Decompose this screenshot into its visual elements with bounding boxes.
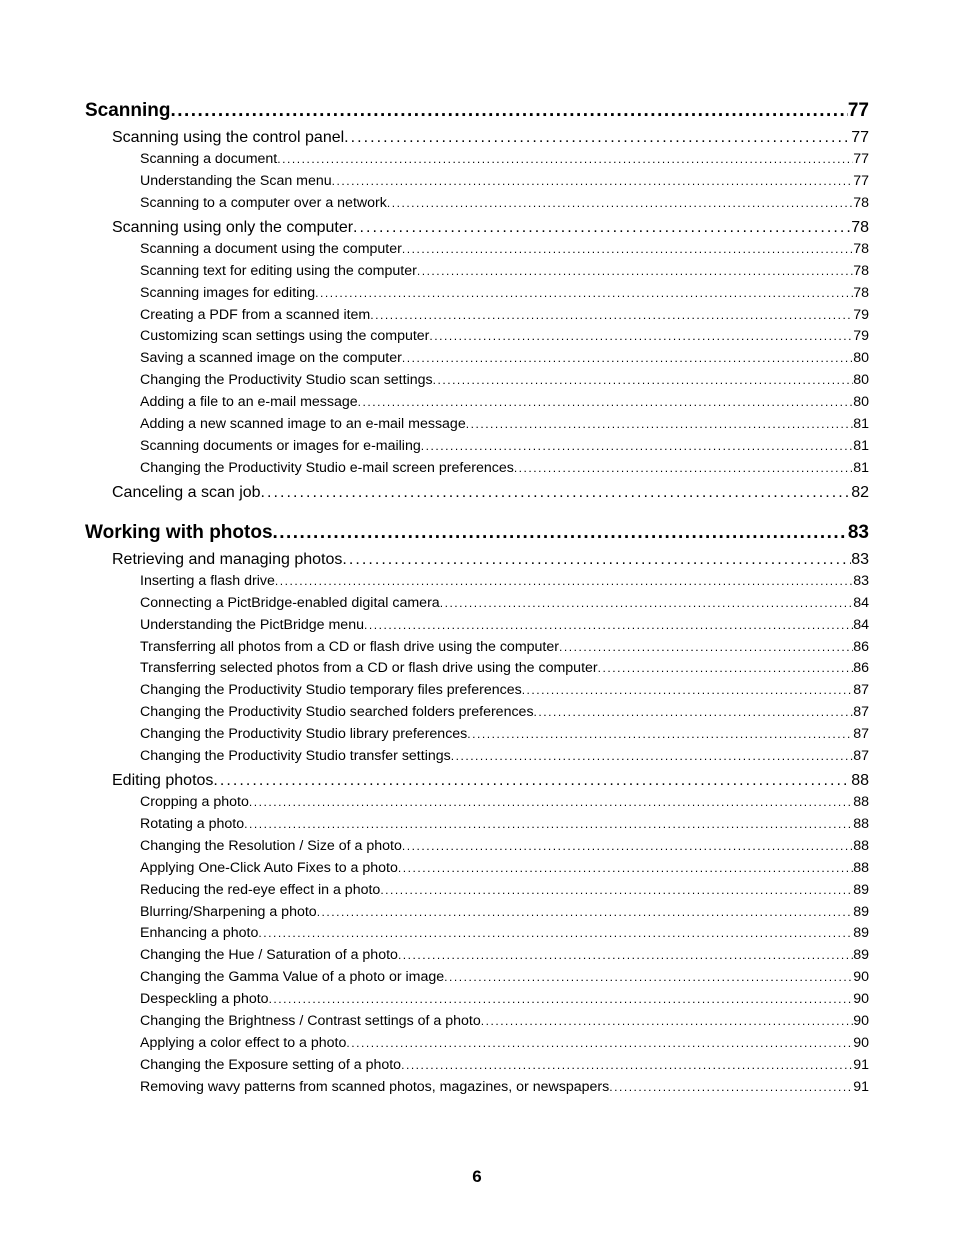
toc-entry-title: Transferring selected photos from a CD or flash drive using the computer [140, 660, 598, 677]
toc-entry-page: 78 [853, 284, 869, 301]
toc-subsection-entry[interactable] [140, 991, 869, 1009]
toc-entry-page: 87 [853, 704, 869, 721]
toc-entry-page: 78 [853, 262, 869, 279]
toc-entry-title: Applying One-Click Auto Fixes to a photo [140, 859, 398, 876]
toc-subsection-entry[interactable] [140, 904, 869, 922]
toc-entry-title: Adding a new scanned image to an e-mail message [140, 416, 466, 432]
dot-leader [273, 523, 848, 542]
dot-leader [344, 130, 851, 146]
toc-entry-page: 90 [853, 1034, 869, 1051]
toc-entry-title: Scanning text for editing using the computer [140, 262, 417, 279]
toc-section-entry[interactable] [112, 484, 869, 504]
dot-leader [440, 596, 854, 610]
toc-subsection-entry[interactable] [140, 617, 869, 635]
dot-leader [261, 485, 852, 501]
dot-leader [402, 839, 853, 853]
toc-entry-title: Scanning a document using the computer [140, 240, 402, 257]
toc-subsection-entry[interactable] [140, 639, 869, 657]
dot-leader [380, 883, 853, 897]
toc-subsection-entry[interactable] [140, 416, 869, 434]
toc-entry-page: 90 [853, 1013, 869, 1029]
toc-entry-title: Scanning to a computer over a network [140, 194, 387, 211]
dot-leader [275, 574, 853, 588]
toc-subsection-entry[interactable] [140, 573, 869, 591]
toc-entry-page: 79 [853, 306, 869, 323]
toc-entry-page: 77 [853, 151, 869, 167]
toc-entry-page: 89 [853, 925, 869, 942]
toc-subsection-entry[interactable] [140, 307, 869, 325]
toc-chapter-entry[interactable] [85, 100, 869, 124]
toc-subsection-entry[interactable] [140, 704, 869, 722]
toc-entry-page: 81 [853, 437, 869, 454]
dot-leader [417, 264, 853, 278]
toc-entry-page: 89 [853, 947, 869, 964]
toc-entry-title: Reducing the red-eye effect in a photo [140, 881, 381, 898]
toc-entry-title: Changing the Productivity Studio library preferences [140, 726, 468, 743]
toc-entry-page: 89 [853, 903, 869, 920]
toc-entry-page: 88 [851, 772, 869, 789]
dot-leader [514, 461, 853, 475]
dot-leader [364, 618, 853, 632]
dot-leader [244, 817, 853, 831]
toc-entry-title: Changing the Productivity Studio searched folders preferences [140, 704, 534, 721]
toc-chapter-entry[interactable] [85, 522, 869, 546]
dot-leader [171, 101, 848, 120]
dot-leader [451, 749, 854, 763]
toc-entry-page: 83 [853, 572, 869, 589]
toc-subsection-entry[interactable] [140, 816, 869, 834]
toc-entry-title: Changing the Productivity Studio temporary files preferences [140, 682, 522, 699]
toc-entry-page: 84 [853, 594, 869, 611]
toc-entry-page: 80 [853, 394, 869, 411]
toc-entry-title: Changing the Brightness / Contrast settings of a photo [140, 1013, 481, 1029]
dot-leader [342, 552, 851, 568]
dot-leader [358, 395, 854, 409]
toc-entry-page: 77 [853, 172, 869, 189]
toc-entry-page: 78 [851, 218, 869, 236]
toc-subsection-entry[interactable] [140, 1057, 869, 1075]
toc-entry-page: 87 [853, 726, 869, 743]
toc-entry-page: 78 [853, 194, 869, 211]
toc-entry-title: Changing the Exposure setting of a photo [140, 1056, 402, 1073]
toc-entry-title: Blurring/Sharpening a photo [140, 903, 317, 920]
dot-leader [213, 773, 851, 789]
toc-subsection-entry[interactable] [140, 438, 869, 456]
toc-entry-title: Scanning [85, 100, 171, 121]
toc-entry-title: Editing photos [112, 772, 214, 789]
toc-subsection-entry[interactable] [140, 460, 869, 478]
toc-entry-page: 78 [853, 240, 869, 257]
dot-leader [332, 174, 854, 188]
dot-leader [269, 992, 854, 1006]
toc-entry-title: Despeckling a photo [140, 991, 269, 1008]
dot-leader [402, 351, 853, 365]
toc-entry-title: Understanding the PictBridge menu [140, 616, 364, 633]
dot-leader [387, 196, 853, 210]
dot-leader [522, 683, 854, 697]
toc-subsection-entry[interactable] [140, 794, 869, 812]
toc-entry-page: 91 [853, 1056, 869, 1073]
toc-section-entry[interactable] [112, 772, 869, 792]
toc-entry-title: Applying a color effect to a photo [140, 1034, 347, 1051]
toc-subsection-entry[interactable] [140, 882, 869, 900]
toc-subsection-entry[interactable] [140, 350, 869, 368]
dot-leader [353, 220, 851, 236]
toc-entry-page: 90 [853, 991, 869, 1008]
toc-entry-page: 77 [851, 129, 869, 146]
toc-entry-title: Scanning using only the computer [112, 218, 354, 236]
toc-entry-title: Scanning a document [140, 151, 278, 167]
dot-leader [433, 373, 854, 387]
dot-leader [421, 439, 853, 453]
toc-entry-title: Transferring all photos from a CD or flash drive using the computer [140, 638, 559, 655]
toc-entry-page: 86 [853, 638, 869, 655]
toc-subsection-entry[interactable] [140, 682, 869, 700]
toc-entry-page: 81 [853, 459, 869, 476]
toc-subsection-entry[interactable] [140, 947, 869, 965]
toc-subsection-entry[interactable] [140, 1079, 869, 1097]
toc-entry-title: Scanning images for editing [140, 284, 316, 301]
toc-subsection-entry[interactable] [140, 925, 869, 943]
dot-leader [315, 286, 853, 300]
toc-entry-title: Scanning documents or images for e-mailing [140, 437, 421, 454]
toc-subsection-entry[interactable] [140, 860, 869, 878]
dot-leader [277, 152, 853, 166]
dot-leader [317, 905, 854, 919]
toc-entry-page: 84 [853, 616, 869, 633]
toc-entry-title: Changing the Hue / Saturation of a photo [140, 947, 398, 964]
toc-subsection-entry[interactable] [140, 660, 869, 678]
toc-entry-page: 80 [853, 372, 869, 389]
toc-entry-title: Removing wavy patterns from scanned photos, magazines, or newspapers [140, 1078, 610, 1095]
toc-subsection-entry[interactable] [140, 726, 869, 744]
toc-subsection-entry[interactable] [140, 838, 869, 856]
dot-leader [609, 1080, 853, 1094]
toc-entry-title: Understanding the Scan menu [140, 172, 332, 189]
toc-subsection-entry[interactable] [140, 748, 869, 766]
toc-entry-page: 79 [853, 328, 869, 345]
dot-leader [401, 1058, 853, 1072]
toc-entry-title: Changing the Productivity Studio transfer settings [140, 748, 451, 764]
dot-leader [466, 417, 854, 431]
dot-leader [467, 727, 853, 741]
dot-leader [398, 948, 853, 962]
toc-entry-title: Changing the Resolution / Size of a photo [140, 837, 402, 854]
toc-subsection-entry[interactable] [140, 241, 869, 259]
toc-subsection-entry[interactable] [140, 595, 869, 613]
toc-section-entry[interactable] [112, 551, 869, 571]
toc-subsection-entry[interactable] [140, 372, 869, 390]
toc-entry-title: Saving a scanned image on the computer [140, 350, 402, 367]
dot-leader [398, 861, 853, 875]
dot-leader [534, 705, 854, 719]
toc-section-entry[interactable] [112, 129, 869, 149]
toc-entry-page: 87 [853, 748, 869, 764]
toc-entry-title: Inserting a flash drive [140, 572, 275, 589]
toc-entry-page: 86 [853, 660, 869, 677]
toc-entry-page: 88 [853, 859, 869, 876]
dot-leader [346, 1036, 853, 1050]
toc-subsection-entry[interactable] [140, 173, 869, 191]
dot-leader [481, 1014, 854, 1028]
toc-entry-page: 83 [851, 550, 869, 568]
dot-leader [258, 926, 853, 940]
toc-entry-title: Rotating a photo [140, 815, 245, 832]
toc-entry-page: 89 [853, 881, 869, 898]
toc-subsection-entry[interactable] [140, 394, 869, 412]
dot-leader [444, 970, 853, 984]
toc-entry-page: 88 [853, 815, 869, 832]
toc-entry-title: Customizing scan settings using the computer [140, 328, 430, 345]
toc-subsection-entry[interactable] [140, 1035, 869, 1053]
toc-entry-page: 83 [847, 521, 869, 543]
toc-entry-page: 87 [853, 682, 869, 699]
toc-entry-title: Canceling a scan job [112, 483, 261, 501]
dot-leader [370, 308, 853, 322]
toc-entry-title: Changing the Gamma Value of a photo or image [140, 969, 445, 986]
toc-entry-page: 90 [853, 969, 869, 986]
toc-subsection-entry[interactable] [140, 1013, 869, 1031]
toc-subsection-entry[interactable] [140, 285, 869, 303]
toc-entry-page: 77 [847, 100, 869, 121]
toc-entry-title: Changing the Productivity Studio scan settings [140, 372, 433, 389]
dot-leader [429, 329, 853, 343]
toc-entry-title: Changing the Productivity Studio e-mail screen preferences [140, 459, 514, 476]
toc-entry-page: 82 [851, 483, 869, 501]
toc-entry-page: 91 [853, 1078, 869, 1095]
toc-subsection-entry[interactable] [140, 151, 869, 169]
toc-subsection-entry[interactable] [140, 969, 869, 987]
page-number: 6 [472, 1167, 482, 1186]
toc-entry-page: 88 [853, 837, 869, 854]
toc-entry-title: Working with photos [85, 521, 273, 543]
toc-entry-title: Connecting a PictBridge-enabled digital camera [140, 594, 440, 611]
toc-entry-title: Retrieving and managing photos [112, 550, 343, 568]
toc-entry-title: Scanning using the control panel [112, 129, 345, 146]
dot-leader [559, 640, 853, 654]
toc-entry-page: 80 [853, 350, 869, 367]
toc-subsection-entry[interactable] [140, 195, 869, 213]
toc-subsection-entry[interactable] [140, 328, 869, 346]
toc-entry-page: 81 [853, 416, 869, 432]
toc-section-entry[interactable] [112, 219, 869, 239]
toc-entry-title: Adding a file to an e-mail message [140, 394, 358, 411]
toc-entry-page: 88 [853, 794, 869, 810]
dot-leader [402, 242, 853, 256]
toc-entry-title: Creating a PDF from a scanned item [140, 306, 371, 323]
dot-leader [249, 795, 853, 809]
toc-subsection-entry[interactable] [140, 263, 869, 281]
toc-entry-title: Cropping a photo [140, 794, 249, 810]
toc-entry-title: Enhancing a photo [140, 925, 259, 942]
dot-leader [598, 661, 854, 675]
